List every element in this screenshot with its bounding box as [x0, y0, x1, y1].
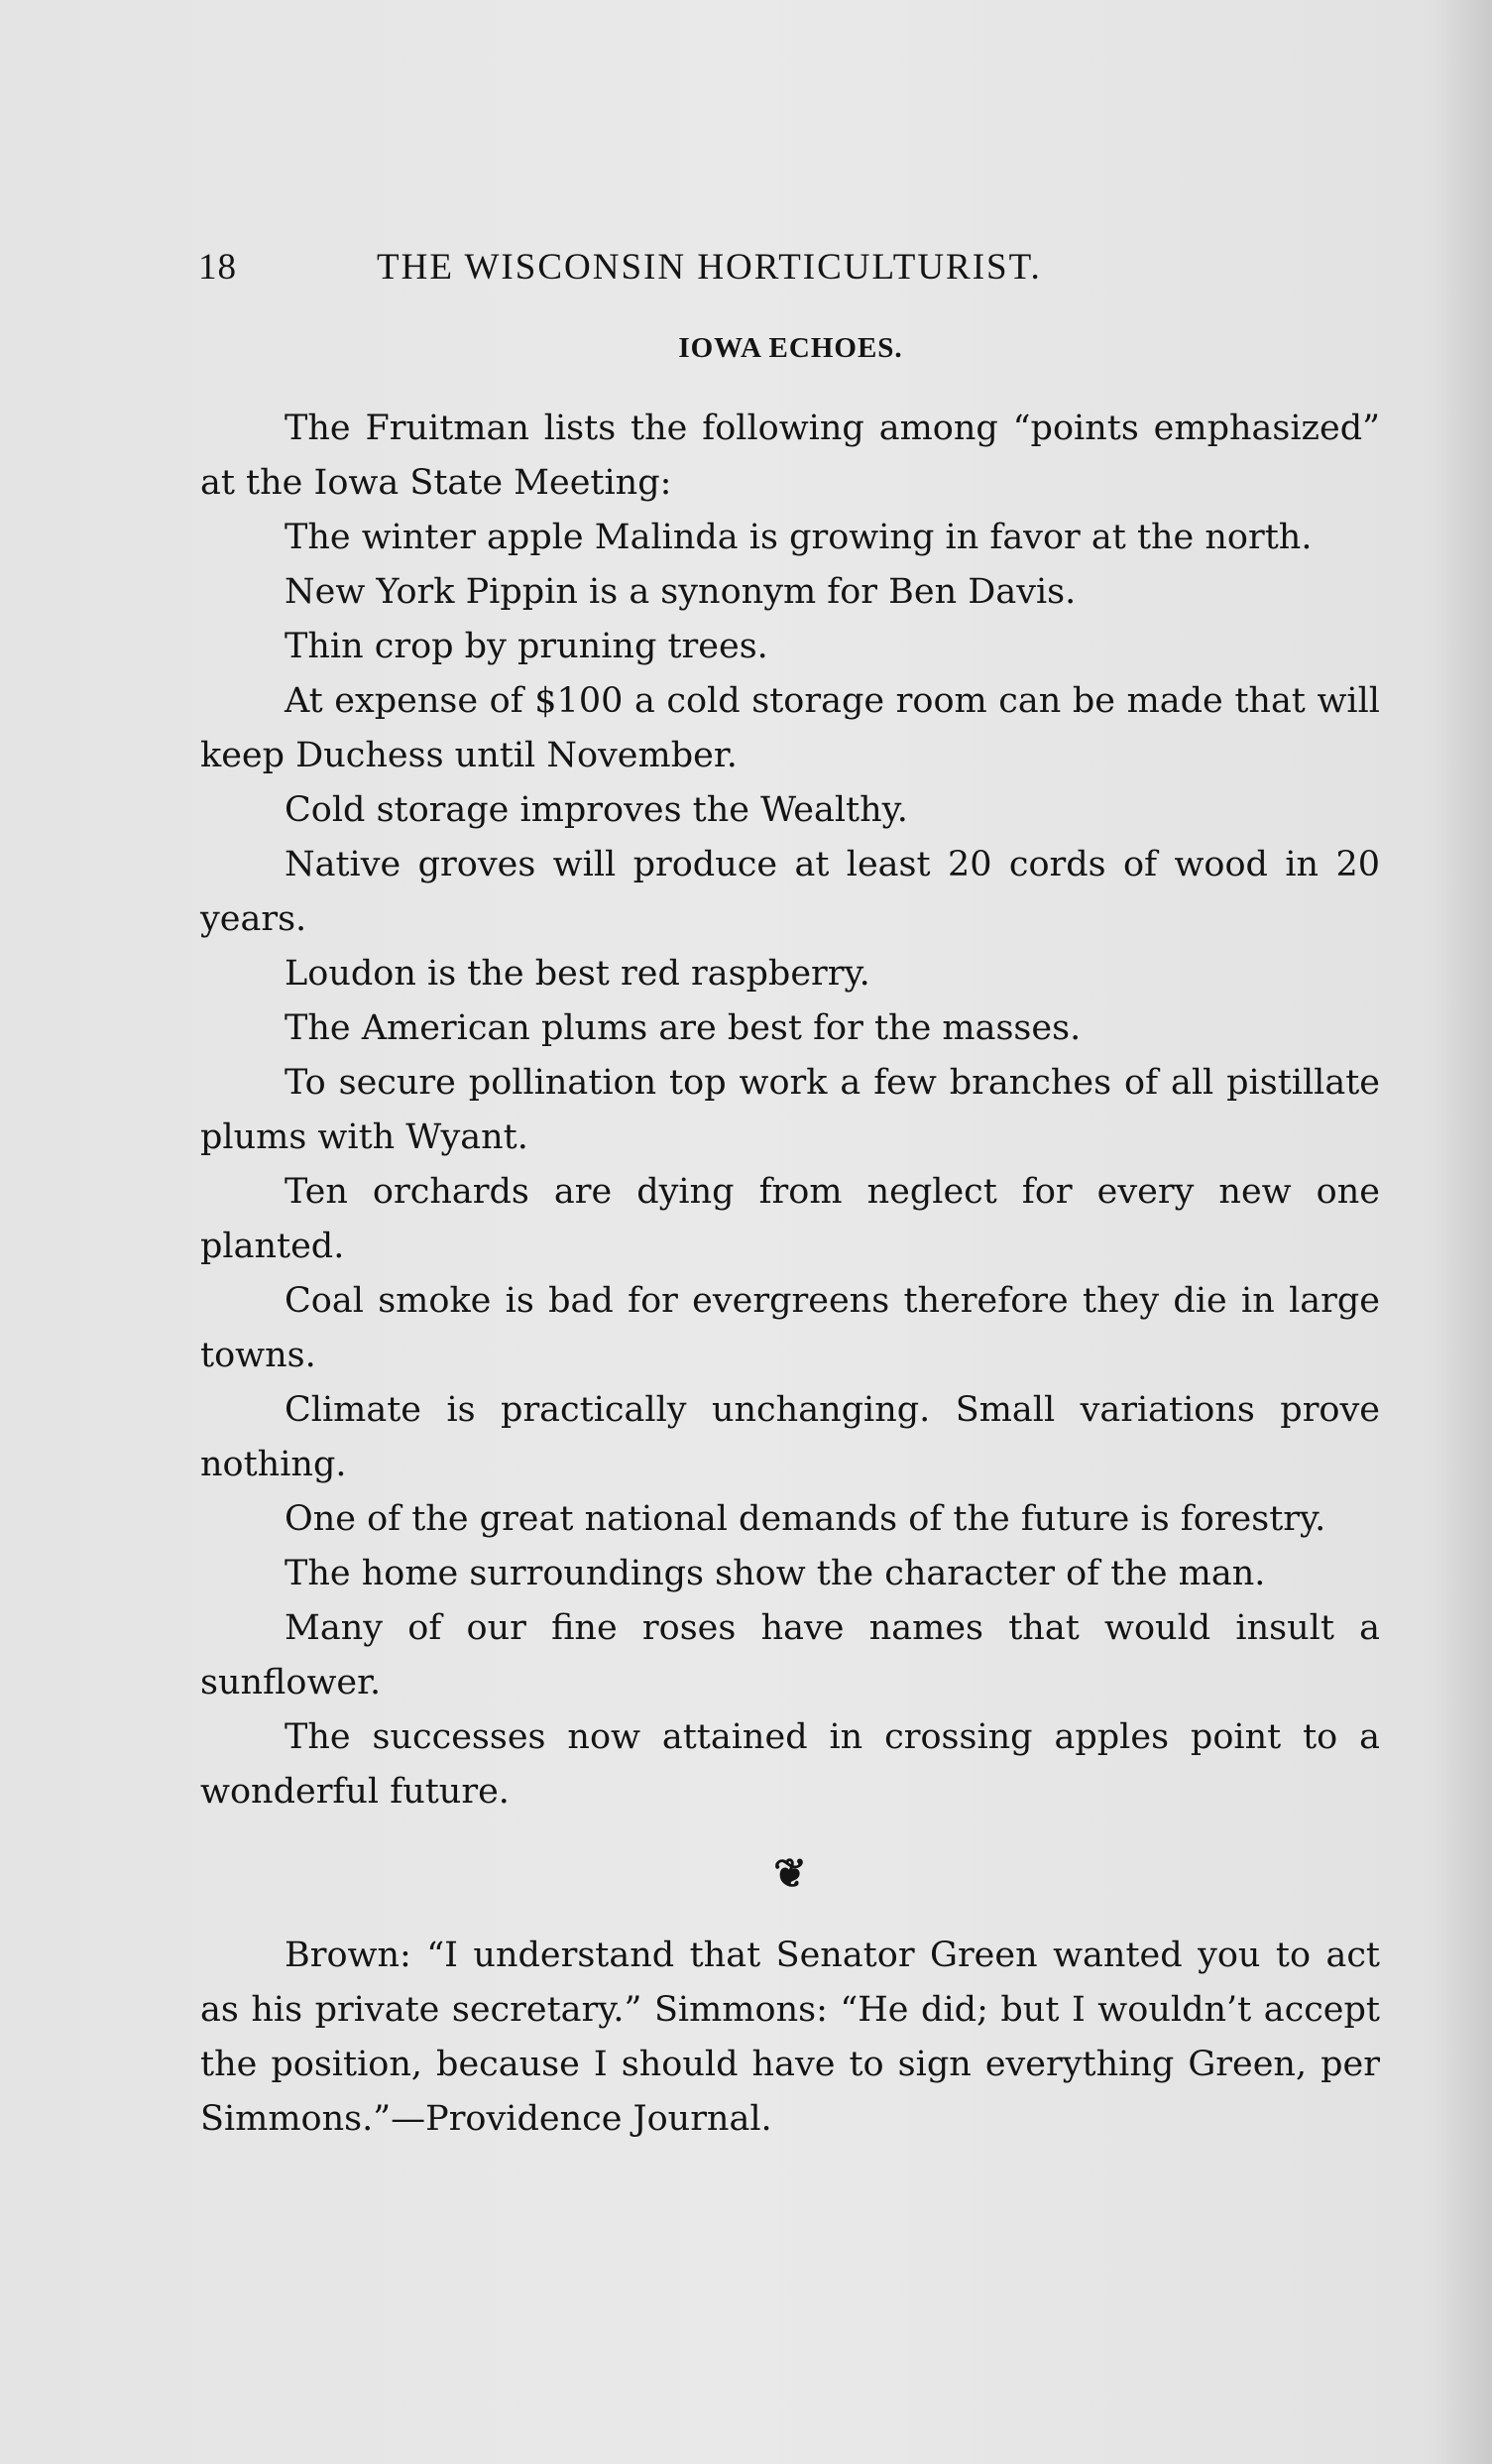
- paragraph: To secure pollination top work a few branches of all pistillate plums with Wyant.: [200, 1063, 1380, 1157]
- anecdote-paragraph: Brown: “I understand that Senator Green wanted you to act as his private secretary.” Simmons: “He did; but I wouldn’t accept the position, because I should have to sign everything Green, per Simmons.”—Providence Journal.: [200, 1936, 1380, 2139]
- paragraph: The winter apple Malinda is growing in favor at the north.: [285, 518, 1313, 557]
- article-body: [200, 402, 1380, 2147]
- paragraph: Many of our fine roses have names that would insult a sunflower.: [200, 1608, 1380, 1702]
- section-title: IOWA ECHOES.: [678, 332, 903, 364]
- fleuron-icon: ❦: [773, 1850, 807, 1897]
- paragraph: The Fruitman lists the following among “points emphasized” at the Iowa State Meeting:: [200, 409, 1380, 503]
- paragraph: Climate is practically unchanging. Small variations prove nothing.: [200, 1390, 1380, 1484]
- paragraph: The home surroundings show the character of the man.: [285, 1554, 1266, 1593]
- paragraph: Coal smoke is bad for evergreens therefore they die in large towns.: [200, 1281, 1380, 1375]
- paragraph: Thin crop by pruning trees.: [285, 627, 768, 666]
- paragraph: The American plums are best for the masses.: [285, 1008, 1082, 1048]
- page-edge-shadow: [1423, 0, 1492, 2464]
- paragraph: New York Pippin is a synonym for Ben Davis.: [285, 572, 1077, 612]
- paragraph: Cold storage improves the Wealthy.: [285, 790, 908, 830]
- running-head: [198, 246, 1229, 295]
- paragraph: The successes now attained in crossing apples point to a wonderful future.: [200, 1717, 1380, 1812]
- paragraph: One of the great national demands of the future is forestry.: [285, 1499, 1326, 1539]
- page-number: 18: [198, 247, 237, 288]
- paragraph: At expense of $100 a cold storage room can be made that will keep Duchess until November.: [200, 681, 1380, 775]
- paragraph: Native groves will produce at least 20 cords of wood in 20 years.: [200, 845, 1380, 939]
- journal-title: THE WISCONSIN HORTICULTURIST.: [377, 247, 1042, 288]
- paragraph: Loudon is the best red raspberry.: [285, 954, 870, 994]
- paragraph: Ten orchards are dying from neglect for every new one planted.: [200, 1172, 1380, 1266]
